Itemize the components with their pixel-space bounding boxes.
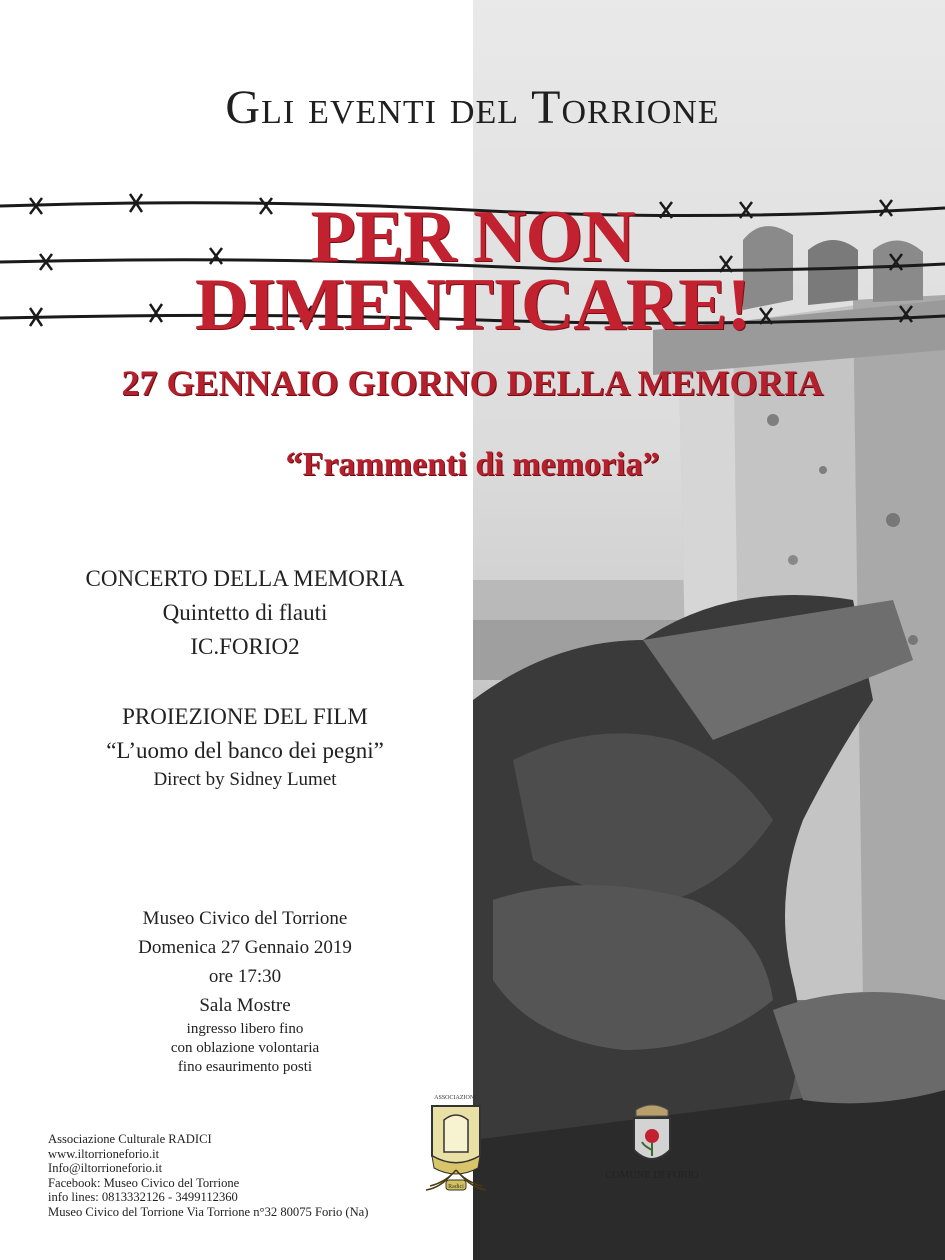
film-director: Direct by Sidney Lumet [153,769,337,790]
film-section-title: PROIEZIONE DEL FILM [122,704,368,729]
event-room: Sala Mostre [199,995,291,1016]
comune-forio-logo [598,1100,706,1190]
contact-footer [48,1132,368,1220]
entry-note-1: ingresso libero fino [186,1021,304,1037]
concert-title: CONCERTO DELLA MEMORIA [85,566,405,591]
event-time: ore 17:30 [208,966,282,987]
footer-website-link[interactable]: www.iltorrioneforio.it [48,1146,160,1161]
headline-line-2: DIMENTICARE! [194,264,751,346]
headline-line-1: PER NON [310,196,635,278]
tower-photo-illustration [473,0,945,1260]
event-subtitle: “Frammenti di memoria” [285,446,660,483]
comune-crest-icon [598,1100,706,1170]
concert-performers: Quintetto di flauti [162,600,328,625]
footer-phone: info lines: 0813332126 - 3499112360 [48,1190,238,1205]
association-logo-badge: Radici [448,1184,464,1190]
entry-note-2: con oblazione volontaria [170,1040,320,1056]
concert-school: IC.FORIO2 [190,634,300,659]
comune-label: COMUNE DI FORIO [605,1170,699,1181]
tower-photograph [473,0,945,1260]
entry-note-3: fino esaurimento posti [177,1059,313,1075]
footer-association: Associazione Culturale RADICI [48,1132,212,1146]
footer-facebook: Facebook: Museo Civico del Torrione [48,1175,240,1190]
series-title: Gli eventi del Torrione [225,81,720,134]
association-logo-label: ASSOCIAZIONE [434,1095,478,1101]
footer-email-link[interactable]: Info@iltorrioneforio.it [48,1161,163,1176]
association-radici-logo [418,1090,494,1196]
event-date: Domenica 27 Gennaio 2019 [138,937,352,958]
footer-address: Museo Civico del Torrione Via Torrione n°32 80075 Forio (Na) [48,1204,369,1219]
memorial-day-subheading: 27 GENNAIO GIORNO DELLA MEMORIA [121,363,824,403]
film-title: “L’uomo del banco dei pegni” [106,738,384,763]
event-venue: Museo Civico del Torrione [142,908,348,929]
